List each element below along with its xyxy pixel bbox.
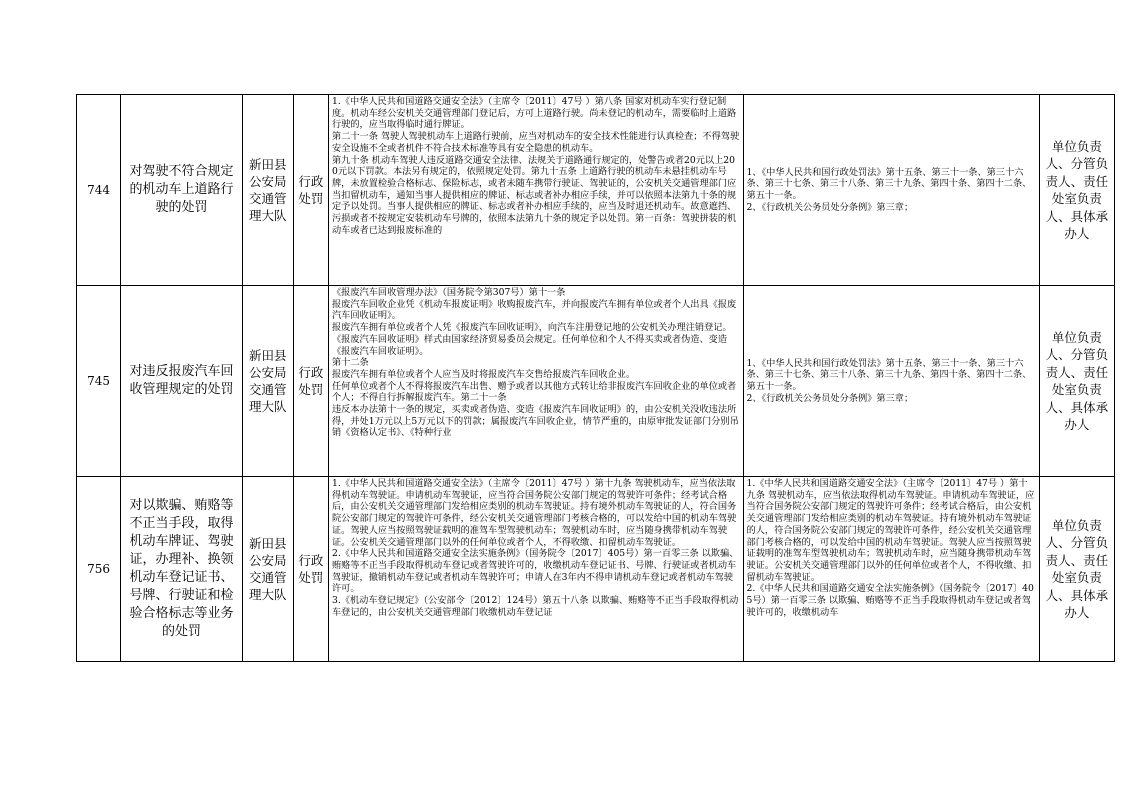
- power-type: 行政处罚: [293, 286, 328, 477]
- accountability-text: 1、《中华人民共和国行政处罚法》第十五条、第三十一条、第三十六条、第三十七条、第三十八条、第三十九条、第四十条、第四十二条、第五十一条。 2、《行政机关公务员处分条例》第三章；: [746, 166, 1032, 213]
- accountability-text: 1.《中华人民共和国道路交通安全法》（主席令〔2011〕47号 ）第十九条 驾驶机动车，应当依法取得机动车驾驶证。申请机动车驾驶证，应当符合国务院公安部门规定的驾驶许可条件；经考试合格后，由公安机关交通管理部门发给相应类别的机动车驾驶证。持有境外机动车驾驶证的人，符合国务院公安部门规定的驾驶许可条件，经公安机关交通管理部门考核合格的，可以发给中国的机动车驾驶证。驾驶人应当按照驾驶证载明的准驾车型驾驶机动车；驾驶机动车时，应当随身携带机动车驾驶证。公安机关交通管理部门以外的任何单位或者个人，不得收缴、扣留机动车驾驶证。 2.《中华人民共和国道路交通安全法实施条例》（国务院令〔2017〕405号）第一百零三条 以欺骗、贿赂等不正当手段取得机动车登记或者驾驶许可的，收缴机动车: [746, 478, 1035, 618]
- responsibility-table: [76, 94, 1115, 662]
- responsible-persons: 单位负责人、分管负责人、责任处室负责人、具体承办人: [1039, 286, 1114, 477]
- item-name: 对以欺骗、贿赂等不正当手段，取得机动车牌证、驾驶证，办理补、换领机动车登记证书、号牌、行驶证和检验合格标志等业务的处罚: [121, 477, 243, 662]
- legal-basis-text: 《报废汽车回收管理办法》（国务院令第307号）第十一条 报废汽车回收企业凭《机动车报废证明》收购报废汽车，并向报废汽车拥有单位或者个人出具《报废汽车回收证明》。 报废汽车拥有单位或者个人凭《报废汽车回收证明》，向汽车注册登记地的公安机关办理注销登记。 《报废汽车回收证明》样式由国家经济贸易委员会规定。任何单位和个人不得买卖或者伪造、变造《报废汽车回收证明》。 第十二条 报废汽车拥有单位或者个人应当及时将报废汽车交售给报废汽车回收企业。 任何单位或者个人不得将报废汽车出售、赠予或者以其他方式转让给非报废汽车回收企业的单位或者个人；不得自行拆解报废汽车。第二十一条 违反本办法第十一条的规定，买卖或者伪造、变造《报废汽车回收证明》的，由公安机关没收违法所得，并处1万元以上5万元以下的罚款；属报废汽车回收企业，情节严重的，由原审批发证部门分别吊销《资格认定书》、《特种行业: [332, 287, 739, 439]
- implementing-unit: 新田县公安局交通管理大队: [242, 95, 293, 286]
- responsible-persons: 单位负责人、分管负责人、责任处室负责人、具体承办人: [1039, 95, 1114, 286]
- legal-basis-text: 1.《中华人民共和国道路交通安全法》（主席令〔2011〕47号 ）第十九条 驾驶机动车，应当依法取得机动车驾驶证。申请机动车驾驶证，应当符合国务院公安部门规定的驾驶许可条件；经考试合格后，由公安机关交通管理部门发给相应类别的机动车驾驶证。持有境外机动车驾驶证的人，符合国务院公安部门规定的驾驶许可条件，经公安机关交通管理部门考核合格的，可以发给中国的机动车驾驶证。驾驶人应当按照驾驶证载明的准驾车型驾驶机动车；驾驶机动车时，应当随身携带机动车驾驶证。公安机关交通管理部门以外的任何单位或者个人，不得收缴、扣留机动车驾驶证。 2.《中华人民共和国道路交通安全法实施条例》（国务院令〔2017〕405号）第一百零三条 以欺骗、贿赂等不正当手段取得机动车登记或者驾驶许可的，收缴机动车登记证书、号牌、行驶证或者机动车驾驶证，撤销机动车登记或者机动车驾驶许可；申请人在3年内不得申请机动车登记或者机动车驾驶许可。 3.《机动车登记规定》（公安部令〔2012〕124号）第五十八条 以欺骗、贿赂等不正当手段取得机动车登记的，由公安机关交通管理部门收缴机动车登记证: [332, 478, 739, 618]
- legal-basis-cell: [329, 95, 744, 286]
- power-type: 行政处罚: [293, 95, 328, 286]
- legal-basis-text: 1.《中华人民共和国道路交通安全法》（主席令〔2011〕47号 ）第八条 国家对机动车实行登记制度。机动车经公安机关交通管理部门登记后，方可上道路行驶。尚未登记的机动车，需要临时上道路行驶的，应当取得临时通行牌证。 第二十一条 驾驶人驾驶机动车上道路行驶前，应当对机动车的安全技术性能进行认真检查；不得驾驶安全设施不全或者机件不符合技术标准等具有安全隐患的机动车。 第九十条 机动车驾驶人违反道路交通安全法律、法规关于道路通行规定的，处警告或者20元以上200元以下罚款。本法另有规定的，依照规定处罚。第九十五条 上道路行驶的机动车未悬挂机动车号牌，未放置检验合格标志、保险标志，或者未随车携带行驶证、驾驶证的，公安机关交通管理部门应当扣留机动车，通知当事人提供相应的牌证、标志或者补办相应手续，并可以依照本法第九十条的规定予以处罚。当事人提供相应的牌证、标志或者补办相应手续的，应当及时退还机动车。故意遮挡、污损或者不按规定安装机动车号牌的，依照本法第九十条的规定予以处罚。第一百条：驾驶拼装的机动车或者已达到报废标准的: [332, 96, 740, 236]
- accountability-cell: [743, 286, 1039, 477]
- item-number: 744: [77, 95, 121, 286]
- item-number: 756: [77, 477, 121, 662]
- item-number: 745: [77, 286, 121, 477]
- item-name: 对驾驶不符合规定的机动车上道路行驶的处罚: [121, 95, 243, 286]
- responsible-persons: 单位负责人、分管负责人、责任处室负责人、具体承办人: [1039, 477, 1114, 662]
- table-row: [77, 286, 1115, 477]
- table-row: [77, 95, 1115, 286]
- implementing-unit: 新田县公安局交通管理大队: [242, 477, 293, 662]
- table-row: [77, 477, 1115, 662]
- accountability-text: 1、《中华人民共和国行政处罚法》第十五条、第三十一条、第三十六条、第三十七条、第三十八条、第三十九条、第四十条、第四十二条、第五十一条。 2、《行政机关公务员处分条例》第三章；: [746, 357, 1032, 404]
- item-name: 对违反报废汽车回收管理规定的处罚: [121, 286, 243, 477]
- legal-basis-cell: [329, 477, 744, 662]
- accountability-cell: [743, 477, 1039, 662]
- legal-basis-cell: [329, 286, 744, 477]
- accountability-cell: [743, 95, 1039, 286]
- implementing-unit: 新田县公安局交通管理大队: [242, 286, 293, 477]
- power-type: 行政处罚: [293, 477, 328, 662]
